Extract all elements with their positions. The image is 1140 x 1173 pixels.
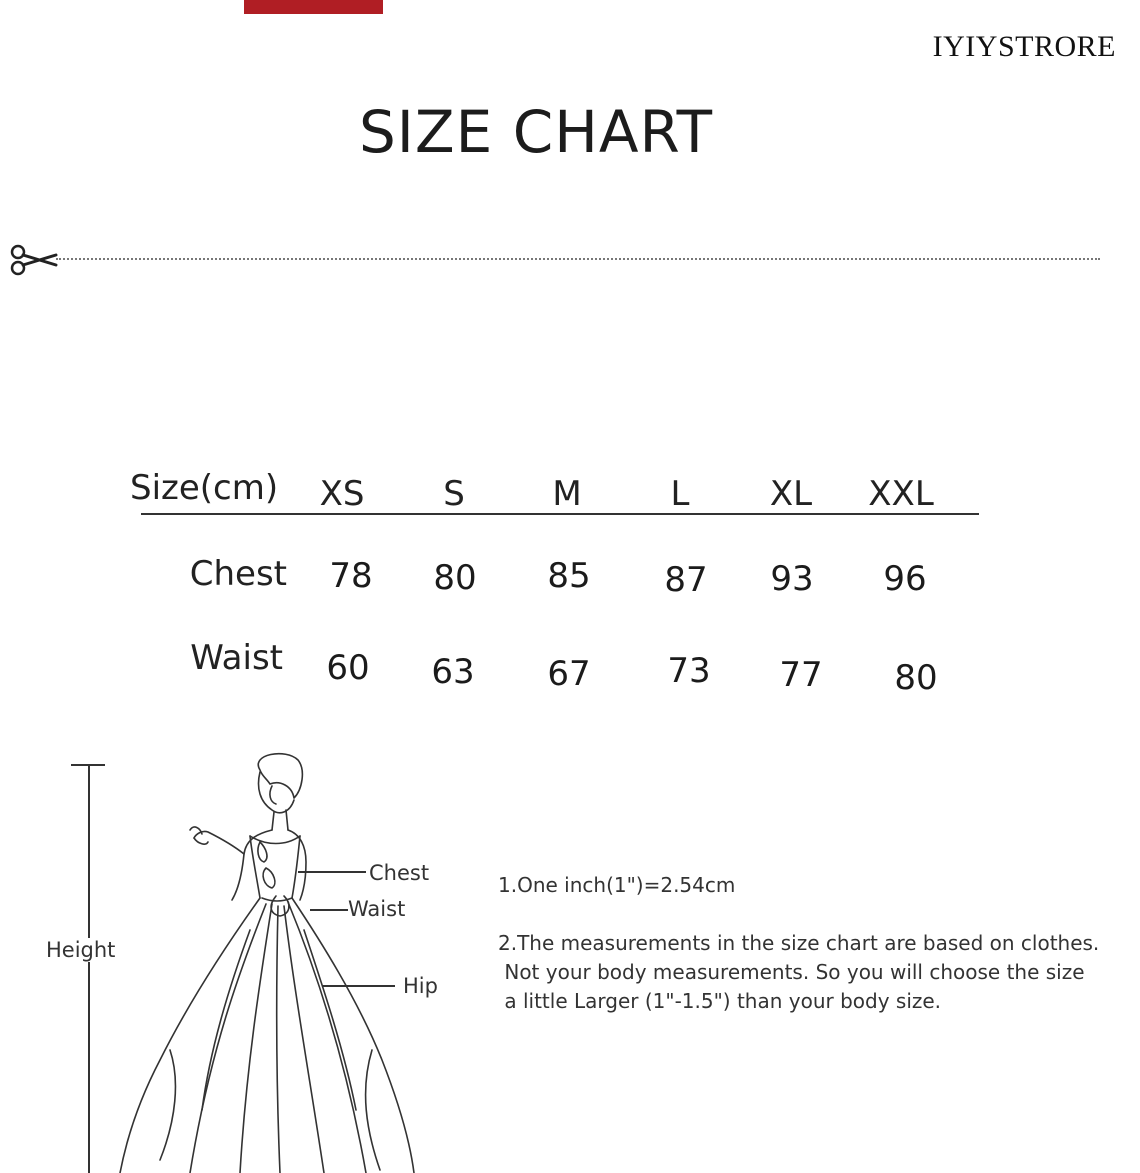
table-cell: 80: [433, 558, 477, 598]
size-header-xs: XS: [319, 474, 365, 514]
cut-line: [56, 258, 1100, 260]
note-measurement-line-3: a little Larger (1"-1.5") than your body size.: [498, 989, 942, 1013]
table-cell: 60: [326, 648, 370, 688]
table-cell: 85: [547, 556, 591, 596]
size-header-m: M: [552, 474, 582, 514]
note-inch-conversion: 1.One inch(1")=2.54cm: [498, 873, 736, 897]
red-banner-strip: [244, 0, 383, 14]
page-title: SIZE CHART: [358, 98, 714, 166]
table-cell: 67: [547, 654, 591, 694]
table-cell: 96: [883, 559, 927, 599]
table-cell: 93: [770, 559, 814, 599]
row-label-chest: Chest: [189, 554, 287, 594]
height-label: Height: [46, 938, 116, 962]
hip-line: [322, 985, 395, 987]
size-header-l: L: [670, 474, 690, 514]
table-cell: 78: [329, 556, 373, 596]
unit-header: Size(cm): [130, 468, 279, 508]
table-cell: 87: [664, 560, 708, 600]
table-cell: 77: [779, 655, 823, 695]
size-header-xl: XL: [769, 474, 813, 514]
size-header-xxl: XXL: [868, 474, 934, 514]
gown-illustration: [110, 750, 430, 1173]
chest-line: [298, 871, 366, 873]
waist-label: Waist: [348, 897, 406, 921]
chest-label: Chest: [369, 861, 430, 885]
table-cell: 73: [667, 651, 711, 691]
table-header-rule: [141, 513, 979, 515]
row-label-waist: Waist: [190, 638, 283, 678]
hip-label: Hip: [403, 974, 438, 998]
size-header-s: S: [443, 474, 465, 514]
note-measurement-line-2: Not your body measurements. So you will choose the size: [498, 960, 1085, 984]
height-bar: [88, 764, 90, 1173]
scissors-icon: [8, 243, 58, 277]
table-cell: 63: [431, 652, 475, 692]
note-measurement-line-1: 2.The measurements in the size chart are based on clothes.: [498, 931, 1100, 955]
waist-line: [310, 909, 348, 911]
table-cell: 80: [894, 658, 938, 698]
brand-name: IYIYSTRORE: [932, 30, 1116, 63]
